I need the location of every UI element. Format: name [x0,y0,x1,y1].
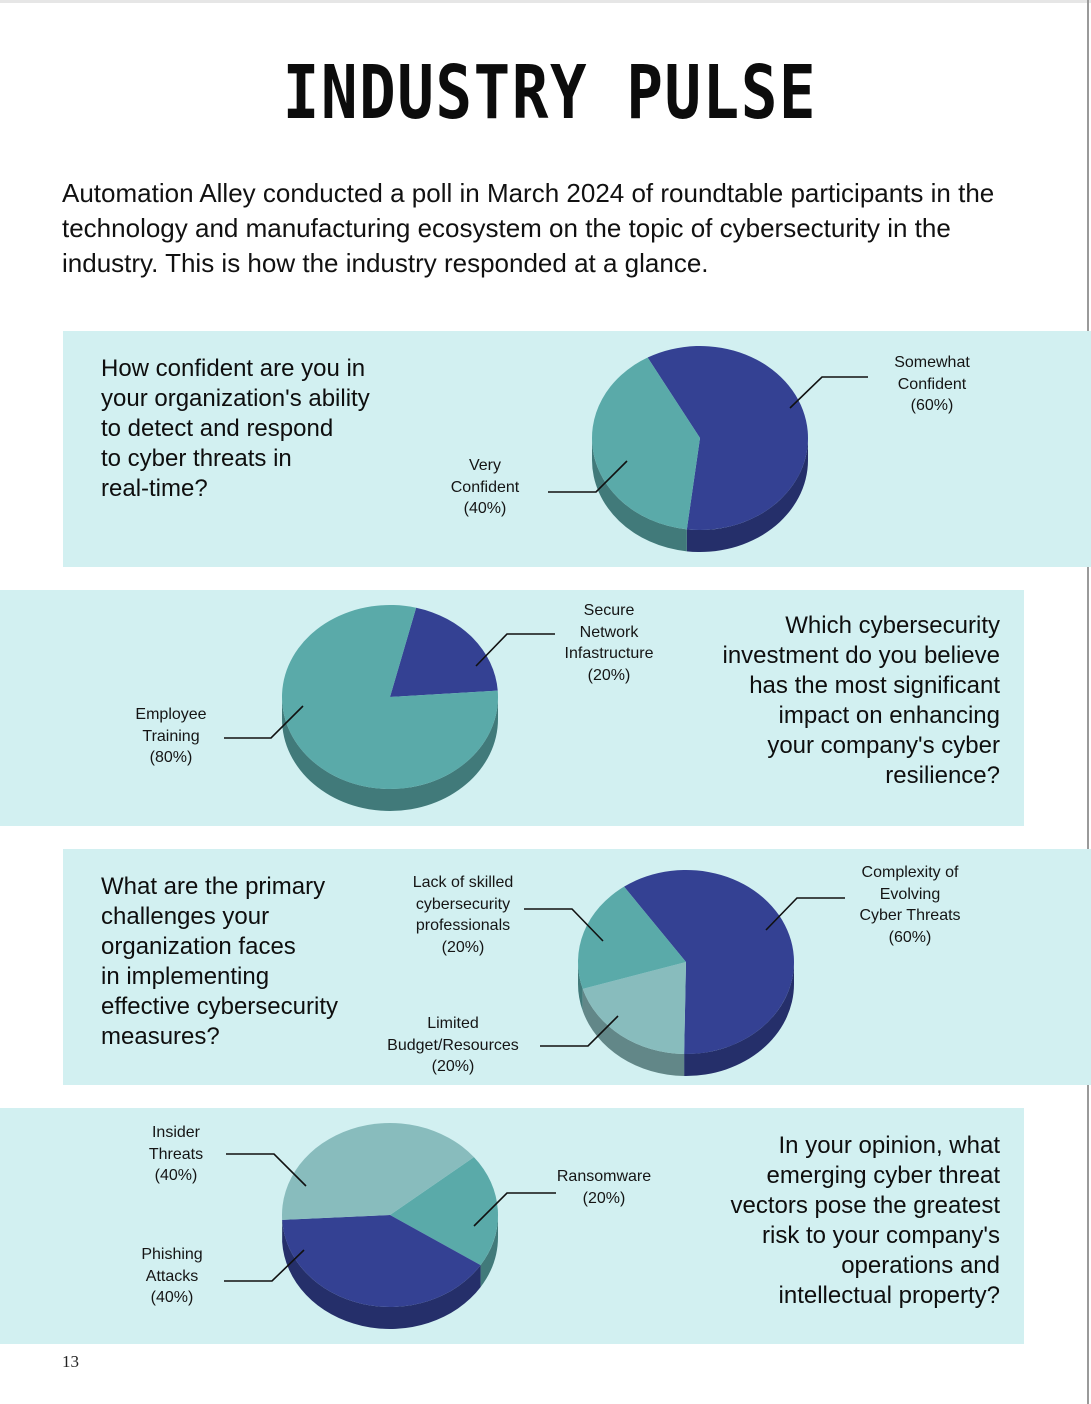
label-line: (20%) [431,1058,475,1075]
label-line: (40%) [463,500,507,517]
label-line: (20%) [441,938,485,956]
label-line: Somewhat [894,354,970,371]
page-title: INDUSTRY PULSE [282,50,818,136]
question-3-line: measures? [101,1023,220,1050]
label-line: Limited [427,1015,479,1032]
label-line: Budget/Resources [387,1036,519,1054]
question-2-line: Which cybersecurity [785,612,1000,639]
page-number: 13 [62,1352,79,1371]
intro-paragraph: Automation Alley conducted a poll in March 2024 of roundtable participants in the technology and manufacturing ecosystem on the topic of cybersecturity in the industry. This is how the industry responded at a glance. [62,178,995,278]
question-3-line: in implementing [101,963,270,990]
question-3-line: challenges your [101,903,270,930]
label-line: cybersecurity [415,895,511,913]
question-2-line: has the most significant [749,672,1000,699]
question-1-line: your organization's ability [101,385,370,412]
label-line: Network [579,623,639,641]
pie-chart-4 [224,1123,556,1329]
question-1-line: How confident are you in [101,355,366,382]
label-line: Employee [135,706,207,723]
label-line: (40%) [154,1167,198,1184]
question-4-line: vectors pose the greatest [730,1192,1000,1219]
label-line: Phishing [141,1246,203,1263]
question-2-line: impact on enhancing [778,702,1000,729]
question-1-line: real-time? [101,475,208,502]
label-line: (20%) [582,1189,626,1207]
question-4-line: emerging cyber threat [766,1162,1000,1189]
label-line: Insider [151,1124,201,1141]
pie-chart-2 [224,605,555,811]
label-line: Very [468,457,501,474]
label-line: Cyber Threats [859,907,961,924]
question-1-line: to cyber threats in [101,445,292,472]
question-3-line: organization faces [101,933,296,960]
question-4-line: operations and [841,1252,1000,1279]
question-2-line: resilience? [885,762,1000,789]
label-line: Ransomware [556,1168,652,1185]
question-3-line: What are the primary [101,873,326,900]
label-line: Threats [148,1145,204,1163]
leader-line [790,377,868,408]
label-line: Secure [583,602,635,619]
label-line: professionals [415,917,511,934]
label-line: Attacks [145,1267,199,1285]
label-line: (60%) [888,928,932,946]
pie-chart-1 [548,346,868,552]
question-2-line: investment do you believe [722,642,1000,669]
label-line: Confident [450,478,520,496]
label-line: Complexity of [861,864,959,881]
question-3-line: effective cybersecurity [101,993,338,1020]
question-4-line: risk to your company's [762,1222,1000,1249]
pie-chart-3 [524,870,845,1076]
label-line: (60%) [910,397,954,414]
label-line: (40%) [150,1289,194,1306]
label-line: Lack of skilled [412,874,514,891]
question-1-line: to detect and respond [101,415,334,442]
label-line: Confident [897,375,967,393]
question-4-line: intellectual property? [778,1282,1000,1309]
label-line: Infastructure [564,645,654,662]
label-line: (20%) [587,666,631,684]
question-4-line: In your opinion, what [778,1132,1000,1159]
label-line: Evolving [879,885,941,903]
label-line: (80%) [149,749,193,766]
question-2-line: your company's cyber [767,732,1000,759]
label-line: Training [142,727,200,745]
